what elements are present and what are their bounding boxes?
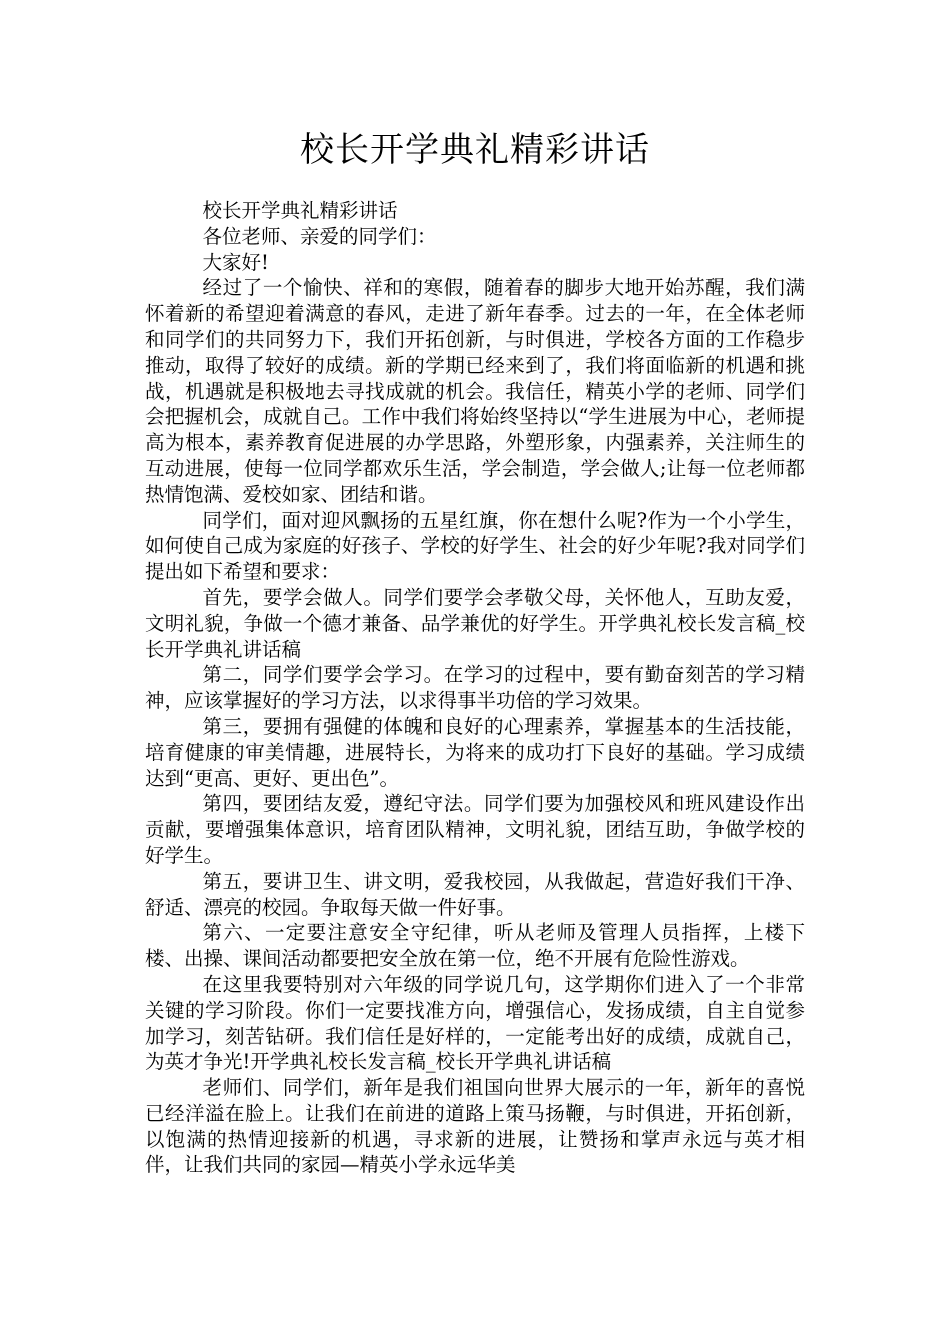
paragraph-greeting: 大家好! xyxy=(202,250,269,274)
paragraph-first: 首先，要学会做人。同学们要学会孝敬父母，关怀他人，互助友爱，文明礼貌，争做一个德才兼备、品学兼优的好学生。开学典礼校长发言稿_校长开学典礼讲话稿 xyxy=(145,585,805,661)
paragraph-fifth: 第五，要讲卫生、讲文明，爱我校园，从我做起，营造好我们干净、舒适、漂亮的校园。争取每天做一件好事。 xyxy=(145,869,805,919)
document-body xyxy=(145,198,805,1178)
paragraph-third: 第三，要拥有强健的体魄和良好的心理素养，掌握基本的生活技能，培育健康的审美情趣，进展特长，为将来的成功打下良好的基础。学习成绩达到“更高、更好、更出色”。 xyxy=(145,714,805,790)
paragraph-sixth: 第六、一定要注意安全守纪律，听从老师及管理人员指挥，上楼下楼、出操、课间活动都要把安全放在第一位，绝不开展有危险性游戏。 xyxy=(145,921,805,971)
paragraph-question: 同学们，面对迎风飘扬的五星红旗，你在想什么呢?作为一个小学生，如何使自己成为家庭的好孩子、学校的好学生、社会的好少年呢?我对同学们提出如下希望和要求： xyxy=(145,508,805,584)
paragraph-grade-six: 在这里我要特别对六年级的同学说几句，这学期你们进入了一个非常关键的学习阶段。你们一定要找准方向，增强信心，发扬成绩，自主自觉参加学习，刻苦钻研。我们信任是好样的，一定能考出好的成绩，成就自己，为英才争光!开学典礼校长发言稿_校长开学典礼讲话稿 xyxy=(145,972,805,1074)
paragraph-second: 第二，同学们要学会学习。在学习的过程中，要有勤奋刻苦的学习精神，应该掌握好的学习方法，以求得事半功倍的学习效果。 xyxy=(145,663,805,713)
paragraph-fourth: 第四，要团结友爱，遵纪守法。同学们要为加强校风和班风建设作出贡献，要增强集体意识，培育团队精神，文明礼貌，团结互助，争做学校的好学生。 xyxy=(145,792,805,867)
paragraph-intro: 经过了一个愉快、祥和的寒假，随着春的脚步大地开始苏醒，我们满怀着新的希望迎着满意的春风，走进了新年春季。过去的一年，在全体老师和同学们的共同努力下，我们开拓创新，与时俱进，学校各方面的工作稳步推动，取得了较好的成绩。新的学期已经来到了，我们将面临新的机遇和挑战，机遇就是积极地去寻找成就的机会。我信任，精英小学的老师、同学们会把握机会，成就自己。工作中我们将始终坚持以“学生进展为中心，老师提高为根本，素养教育促进展的办学思路，外塑形象，内强素养，关注师生的互动进展，使每一位同学都欢乐生活，学会制造，学会做人;让每一位老师都热情饱满、爱校如家、团结和谐。 xyxy=(145,276,805,506)
paragraph-heading: 校长开学典礼精彩讲话 xyxy=(202,199,398,222)
document-title: 校长开学典礼精彩讲话 xyxy=(300,130,650,170)
paragraph-salutation: 各位老师、亲爱的同学们： xyxy=(202,224,437,248)
paragraph-closing: 老师们、同学们，新年是我们祖国向世界大展示的一年，新年的喜悦已经洋溢在脸上。让我们在前进的道路上策马扬鞭，与时俱进，开拓创新，以饱满的热情迎接新的机遇，寻求新的进展，让赞扬和掌声永远与英才相伴，让我们共同的家园—精英小学永远华美 xyxy=(145,1076,805,1177)
